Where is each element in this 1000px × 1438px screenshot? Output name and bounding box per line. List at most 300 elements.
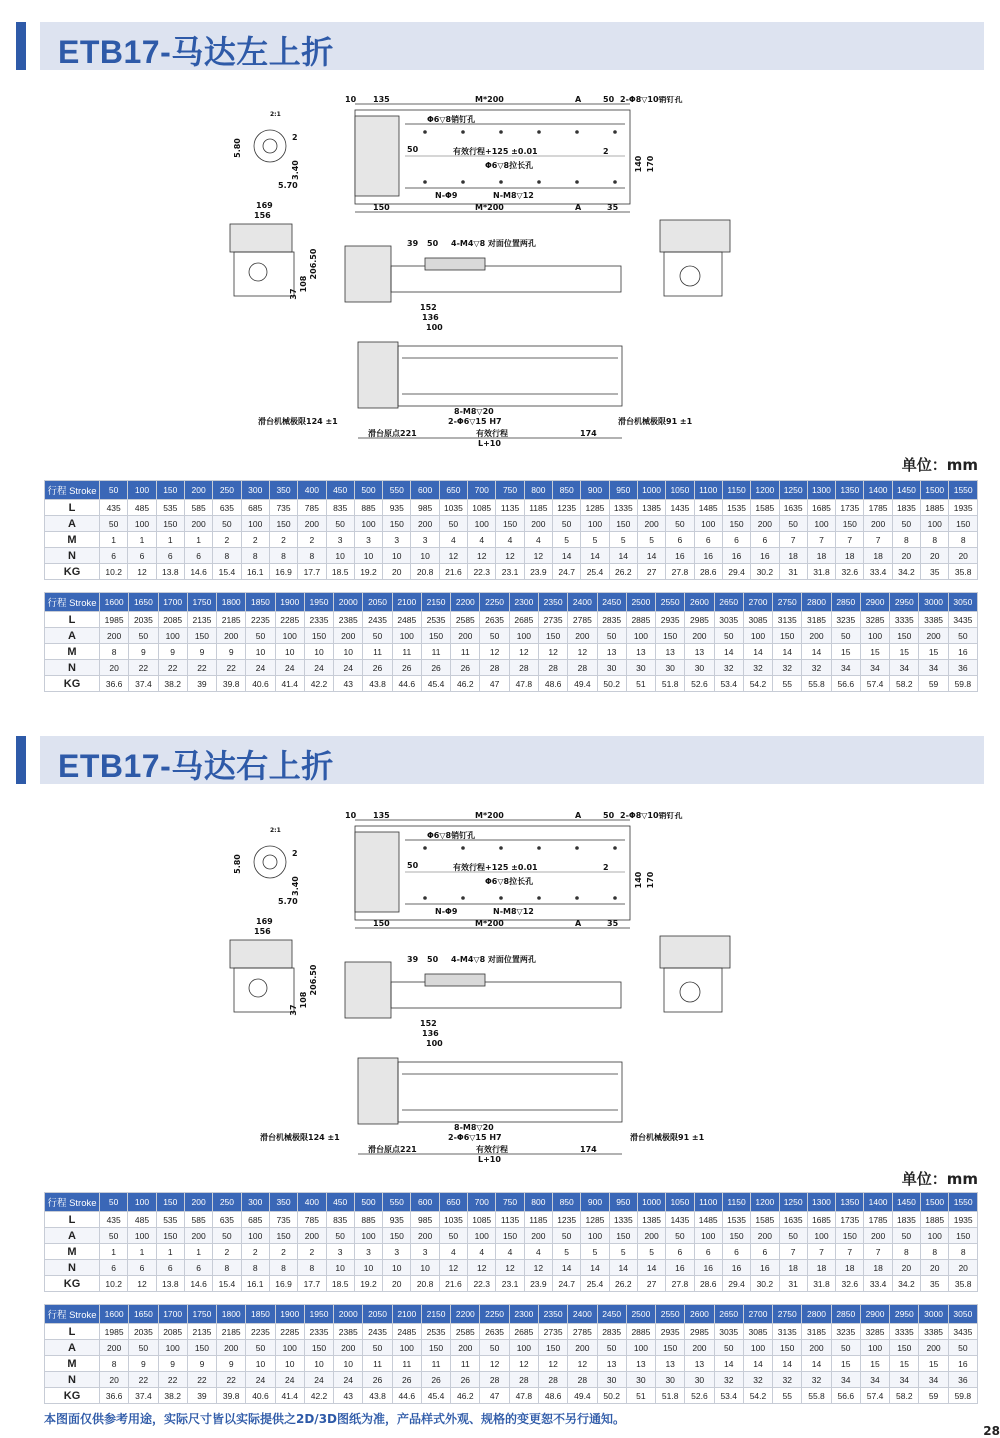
table-cell: 9 [158,1356,187,1372]
table-cell: 14 [609,1260,637,1276]
table-cell: 200 [919,628,948,644]
stroke-header-cell: 1750 [187,593,216,612]
table-cell: 18 [807,1260,835,1276]
table-row [45,660,978,676]
table-cell: 38.2 [158,1388,187,1404]
table-cell: 14 [581,548,609,564]
stroke-header-cell: 2500 [626,1305,655,1324]
table-cell: 435 [100,500,128,516]
table-cell: 2 [269,532,297,548]
stroke-header-cell: 1250 [779,481,807,500]
detail-inner-circle [263,855,277,869]
table-row [45,612,978,628]
table-cell: 50 [948,1340,977,1356]
label-limit-left: 滑台机械极限124 ±1 [258,417,338,426]
stroke-header-cell: 2750 [773,593,802,612]
table-cell: 26 [451,660,480,676]
table-cell: 150 [187,1340,216,1356]
stroke-header-cell: 150 [156,481,184,500]
table-cell: 50 [246,1340,275,1356]
table-cell: 150 [890,1340,919,1356]
stroke-header-cell: 2100 [392,593,421,612]
stroke-header-cell: 2350 [538,1305,567,1324]
table-cell: 1935 [949,1212,978,1228]
table-cell: 150 [269,516,297,532]
table-cell: 24.7 [553,564,581,580]
table-cell: 26 [392,660,421,676]
table-cell: 3 [383,532,411,548]
mount-hole [499,896,503,900]
table-cell: 30 [626,660,655,676]
stroke-header-cell: 1900 [275,593,304,612]
table-cell: 51 [626,676,655,692]
stroke-header-cell: 3050 [948,593,977,612]
table-cell: 7 [807,1244,835,1260]
table-cell: 54.2 [743,1388,772,1404]
table-cell: 4 [496,532,524,548]
dim-a: A [575,96,582,104]
stroke-header-cell: 1600 [100,1305,129,1324]
table-cell: 46.2 [451,1388,480,1404]
table-cell: 4 [496,1244,524,1260]
table-cell: 34 [919,660,948,676]
row-label: L [45,612,100,628]
table-cell: 23.1 [496,1276,524,1292]
table-cell: 3 [383,1244,411,1260]
table-row [45,500,978,516]
table-cell: 200 [751,1228,779,1244]
label-nm8: N-M8▽12 [493,191,534,200]
table-cell: 3085 [743,612,772,628]
table-cell: 12 [568,1356,597,1372]
table-cell: 3 [411,532,439,548]
table-cell: 14 [743,644,772,660]
stroke-header-cell: 1400 [864,1193,892,1212]
table-cell: 52.6 [685,676,714,692]
table-cell: 200 [298,1228,326,1244]
table-cell: 30 [656,660,685,676]
spec-table-1a [44,480,978,580]
table-cell: 50.2 [597,1388,626,1404]
row-label: M [45,1356,100,1372]
table-cell: 28.6 [694,1276,722,1292]
table-cell: 200 [568,1340,597,1356]
table-cell: 150 [538,628,567,644]
table-cell: 50 [597,628,626,644]
table-cell: 15 [860,1356,889,1372]
stroke-header-cell: 2950 [890,593,919,612]
table-cell: 1735 [836,1212,864,1228]
table-cell: 200 [100,1340,129,1356]
table-cell: 30 [626,1372,655,1388]
table-cell: 28 [538,1372,567,1388]
stroke-header-cell: 3000 [919,593,948,612]
table-cell: 485 [128,1212,156,1228]
table-cell: 1985 [100,612,129,628]
table-cell: 47.8 [509,1388,538,1404]
row-label: A [45,1228,100,1244]
dim-m200: M*200 [475,96,504,104]
table-cell: 26.2 [609,564,637,580]
table-cell: 36.6 [100,676,129,692]
section-2-title: ETB17-马达右上折 [58,748,334,784]
table-cell: 150 [269,1228,297,1244]
table-cell: 30 [597,1372,626,1388]
stroke-header-cell: 300 [241,1193,269,1212]
dim-206: 206.50 [309,964,318,996]
table-cell: 24 [334,1372,363,1388]
table-cell: 150 [496,516,524,532]
stroke-header-cell: 1000 [637,481,665,500]
table-cell: 3385 [919,612,948,628]
stroke-header-cell: 2400 [568,1305,597,1324]
stroke-header-cell: 750 [496,1193,524,1212]
table-cell: 200 [298,516,326,532]
table-cell: 34 [860,660,889,676]
table-cell: 32 [802,1372,831,1388]
table-cell: 8 [949,532,978,548]
table-cell: 8 [921,532,949,548]
table-cell: 6 [751,1244,779,1260]
table-cell: 150 [609,516,637,532]
table-cell: 3435 [948,1324,977,1340]
table-cell: 100 [241,516,269,532]
table-cell: 20 [100,1372,129,1388]
bottom-motor [358,342,398,408]
table-cell: 50 [213,516,241,532]
stroke-header-cell: 2800 [802,593,831,612]
row-label: A [45,628,100,644]
table-cell: 10 [275,644,304,660]
section-2-drawing [200,812,800,1168]
table-cell: 2835 [597,1324,626,1340]
table-cell: 14 [553,548,581,564]
dim-169: 169 [256,917,273,926]
label-scale: 2:1 [270,111,281,118]
dim-3-40: 3.40 [291,160,300,180]
table-cell: 3185 [802,612,831,628]
table-cell: 835 [326,500,354,516]
table-cell: 52.6 [685,1388,714,1404]
table-cell: 2435 [363,612,392,628]
row-label: A [45,516,100,532]
table-cell: 24 [246,660,275,676]
table-cell: 2 [269,1244,297,1260]
table-cell: 50 [714,628,743,644]
stroke-header-cell: 550 [383,1193,411,1212]
stroke-header-cell: 2000 [334,593,363,612]
stroke-header-cell: 2600 [685,593,714,612]
dim-135: 135 [373,96,390,104]
stroke-header-cell: 1300 [807,481,835,500]
table-cell: 16.9 [269,564,297,580]
table-cell: 685 [241,500,269,516]
table-cell: 24 [334,660,363,676]
table-cell: 3 [326,532,354,548]
table-cell: 59 [919,1388,948,1404]
dim-37: 37 [289,288,298,300]
table-cell: 1835 [892,1212,920,1228]
table-cell: 6 [156,548,184,564]
table-cell: 8 [213,548,241,564]
table-cell: 51 [626,1388,655,1404]
table-cell: 58.2 [890,676,919,692]
table-cell: 49.4 [568,1388,597,1404]
table-cell: 12 [538,1356,567,1372]
table-cell: 30.2 [751,564,779,580]
table-cell: 29.4 [722,564,750,580]
table-cell: 1 [128,1244,156,1260]
table-cell: 11 [363,644,392,660]
table-cell: 2585 [451,612,480,628]
dim-174: 174 [580,429,597,438]
table-cell: 50 [100,516,128,532]
table-cell: 1135 [496,500,524,516]
table-cell: 885 [354,500,382,516]
table-cell: 2435 [363,1324,392,1340]
table-cell: 36 [948,660,977,676]
table-cell: 8 [949,1244,978,1260]
table-row [45,1356,978,1372]
table-cell: 18 [807,548,835,564]
label-n9: N-Φ9 [435,907,458,916]
table-cell: 100 [860,1340,889,1356]
table-cell: 50 [553,516,581,532]
table-cell: 44.6 [392,1388,421,1404]
table-cell: 1435 [666,1212,694,1228]
bottom-body [398,1062,622,1122]
spec-table-2b [44,1304,978,1404]
table-cell: 47 [480,676,509,692]
dim-m200-bottom: M*200 [475,203,504,212]
table-cell: 32 [714,660,743,676]
table-cell: 1285 [581,500,609,516]
stroke-header-cell: 1600 [100,593,129,612]
stroke-header-cell: 2000 [334,1305,363,1324]
dim-2: 2 [603,863,609,872]
table-cell: 2285 [275,612,304,628]
table-cell: 16 [948,644,977,660]
table-cell: 2 [241,532,269,548]
label-stroke-tolerance: 有效行程+125 ±0.01 [453,147,538,156]
table-cell: 12 [496,1260,524,1276]
stroke-header-cell: 1300 [807,1193,835,1212]
table-cell: 20 [921,548,949,564]
table-cell: 31.8 [807,564,835,580]
mount-hole [499,846,503,850]
table-cell: 24 [246,1372,275,1388]
stroke-header-cell: 1700 [158,1305,187,1324]
bottom-body [398,346,622,406]
table-cell: 11 [451,644,480,660]
table-cell: 2735 [538,1324,567,1340]
table-cell: 535 [156,500,184,516]
table-cell: 150 [304,628,333,644]
stroke-header-cell: 550 [383,481,411,500]
stroke-header-cell: 1500 [921,1193,949,1212]
table-cell: 32 [773,1372,802,1388]
dim-10: 10 [345,812,357,820]
table-cell: 7 [836,532,864,548]
dim-5-70: 5.70 [278,897,298,906]
table-row [45,1388,978,1404]
stroke-header-cell: 2500 [626,593,655,612]
side-gear [249,263,267,281]
table-cell: 685 [241,1212,269,1228]
table-cell: 31 [779,564,807,580]
table-cell: 4 [524,1244,552,1260]
table-cell: 49.4 [568,676,597,692]
row-label: KG [45,564,100,580]
table-cell: 28 [509,1372,538,1388]
table-cell: 21.6 [439,564,467,580]
table-cell: 33.4 [864,564,892,580]
table-cell: 9 [217,644,246,660]
table-cell: 150 [383,1228,411,1244]
table-cell: 2685 [509,612,538,628]
table-cell: 785 [298,1212,326,1228]
table-cell: 100 [807,1228,835,1244]
table-cell: 2635 [480,612,509,628]
section-1-drawing [200,96,800,452]
table-cell: 2385 [334,612,363,628]
table-cell: 200 [334,628,363,644]
stroke-header-cell: 2400 [568,593,597,612]
table-cell: 1485 [694,1212,722,1228]
table-cell: 200 [451,628,480,644]
table-cell: 200 [100,628,129,644]
table-cell: 22 [129,660,158,676]
table-cell: 200 [334,1340,363,1356]
table-cell: 22 [187,660,216,676]
table-cell: 34 [860,1372,889,1388]
table-cell: 6 [128,1260,156,1276]
table-cell: 100 [275,628,304,644]
table-cell: 24 [304,660,333,676]
row-label: M [45,532,100,548]
label-h7: 2-Φ6▽15 H7 [448,1133,502,1142]
table-cell: 8 [100,644,129,660]
table-cell: 100 [694,1228,722,1244]
table-cell: 2135 [187,612,216,628]
table-cell: 28 [568,660,597,676]
table-cell: 10 [354,1260,382,1276]
stroke-header-cell: 650 [439,481,467,500]
row-label: N [45,548,100,564]
stroke-header-cell: 250 [213,481,241,500]
label-origin: 滑台原点221 [368,429,417,438]
table-row [45,1228,978,1244]
table-cell: 2585 [451,1324,480,1340]
dim-2-detail: 2 [292,849,298,858]
table-cell: 7 [779,532,807,548]
table-cell: 28 [568,1372,597,1388]
stroke-header-cell: 1700 [158,593,187,612]
table-cell: 16 [722,548,750,564]
table-cell: 6 [184,548,212,564]
table-row [45,564,978,580]
table-cell: 100 [743,628,772,644]
table-cell: 16 [948,1356,977,1372]
table-cell: 6 [751,532,779,548]
table-cell: 1535 [722,1212,750,1228]
table-cell: 13 [685,1356,714,1372]
table-cell: 885 [354,1212,382,1228]
table-cell: 19.2 [354,564,382,580]
row-label: KG [45,676,100,692]
table-cell: 36 [948,1372,977,1388]
stroke-header-cell: 1800 [217,1305,246,1324]
table-cell: 27 [637,564,665,580]
stroke-header-cell: 3050 [948,1305,977,1324]
table-cell: 18.5 [326,1276,354,1292]
table-cell: 1185 [524,500,552,516]
table-cell: 2885 [626,1324,655,1340]
table-cell: 39.8 [217,1388,246,1404]
label-pin-hole: 2-Φ8▽10销钉孔 [620,96,683,104]
table-cell: 6 [722,1244,750,1260]
stroke-header-cell: 1050 [666,1193,694,1212]
table-cell: 100 [128,1228,156,1244]
dim-150: 150 [373,203,390,212]
table-cell: 43 [334,676,363,692]
table-cell: 150 [538,1340,567,1356]
table-cell: 1935 [949,500,978,516]
table-cell: 2485 [392,1324,421,1340]
table-cell: 150 [496,1228,524,1244]
stroke-header-cell: 1200 [751,481,779,500]
table-header-row [45,1193,978,1212]
stroke-header-cell: 2300 [509,593,538,612]
side-gear [249,979,267,997]
table-cell: 10 [326,548,354,564]
table-cell: 735 [269,500,297,516]
table-cell: 6 [128,548,156,564]
dim-50-front: 50 [427,239,439,248]
table-cell: 3235 [831,612,860,628]
mount-hole [613,846,617,850]
table-cell: 1835 [892,500,920,516]
stroke-header-cell: 150 [156,1193,184,1212]
table-cell: 10.2 [100,564,128,580]
table-cell: 8 [269,548,297,564]
table-cell: 40.6 [246,1388,275,1404]
table-cell: 50 [363,628,392,644]
table-cell: 57.4 [860,1388,889,1404]
table-cell: 2935 [656,612,685,628]
table-cell: 26 [363,660,392,676]
table-cell: 14 [773,1356,802,1372]
mount-hole [575,846,579,850]
label-pin-hole: 2-Φ8▽10销钉孔 [620,812,683,820]
table-cell: 150 [656,628,685,644]
table-cell: 50 [213,1228,241,1244]
table-cell: 200 [919,1340,948,1356]
table-cell: 47.8 [509,676,538,692]
table-cell: 1885 [921,1212,949,1228]
label-limit-left: 滑台机械极限124 ±1 [260,1133,340,1142]
table-cell: 12 [128,564,156,580]
table-cell: 150 [836,1228,864,1244]
dim-5-70: 5.70 [278,181,298,190]
label-stroke: 有效行程 [476,429,508,438]
table-cell: 16.1 [241,564,269,580]
table-cell: 200 [217,1340,246,1356]
table-cell: 45.4 [421,1388,450,1404]
table-cell: 9 [217,1356,246,1372]
mount-hole [537,130,541,134]
table-cell: 37.4 [129,676,158,692]
